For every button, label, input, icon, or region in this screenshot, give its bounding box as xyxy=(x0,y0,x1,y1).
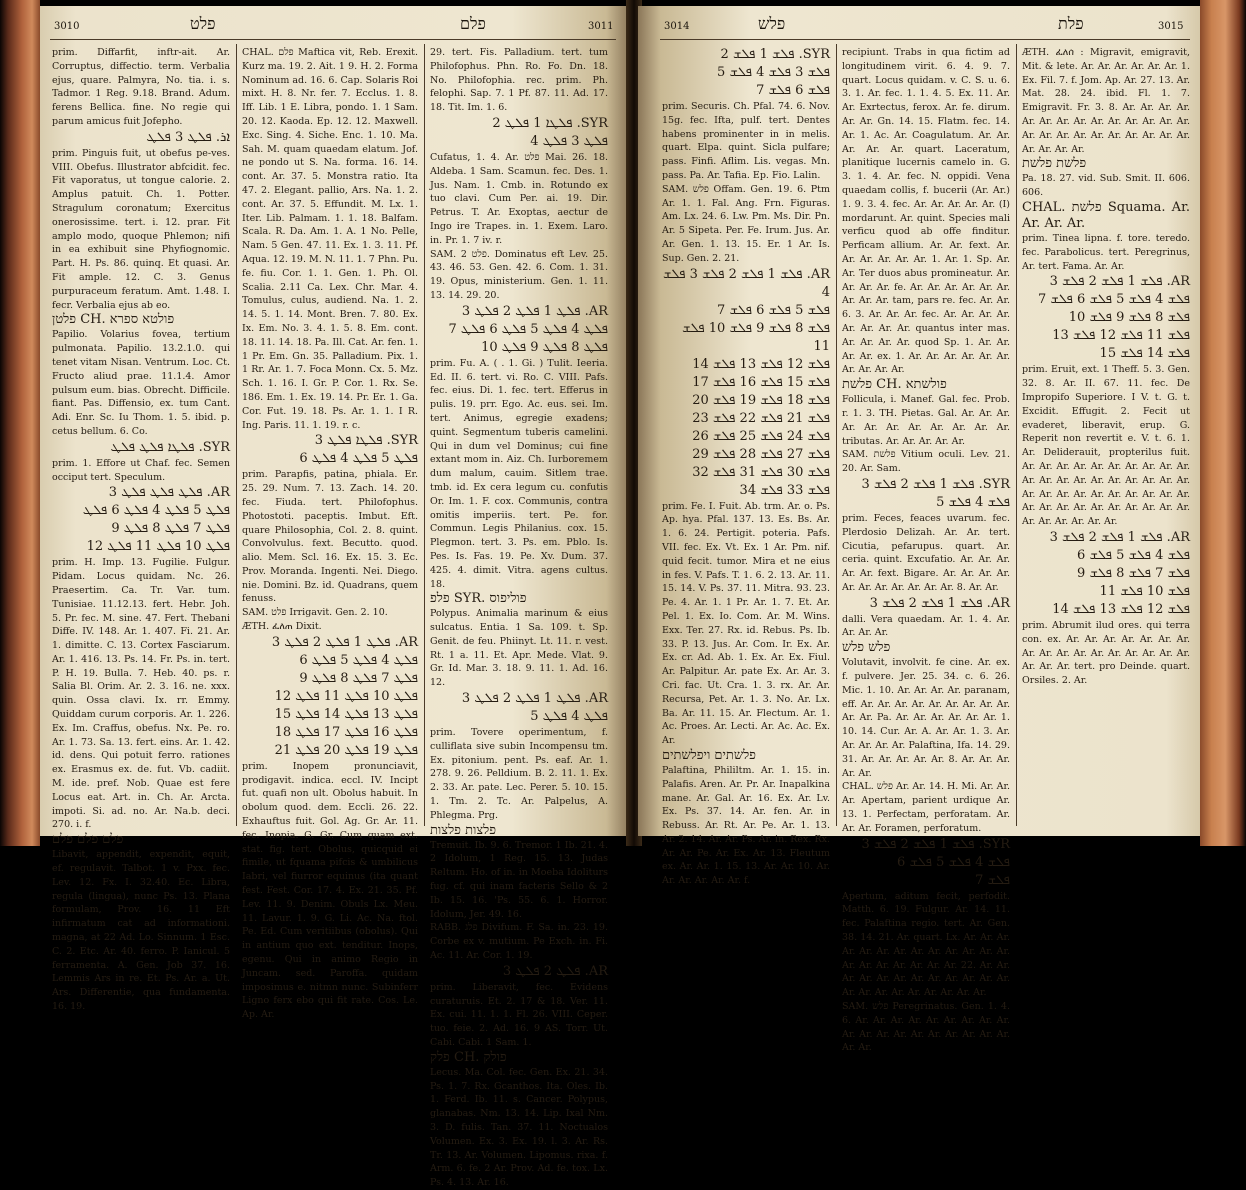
script-line: ܦܠܛ 3 ܦܠܛ 4 xyxy=(530,133,608,149)
script-line: ܦܠܫ 7 xyxy=(975,872,1010,888)
script-line: ܦܠܫ 4 ܦܠܫ 5 xyxy=(936,494,1010,510)
entry-text: CHAL. פלש Ar. Ar. 14. H. Mi. Ar. Ar. Ar. Apertam, parient urdique Ar. 13. 1. Perfectam, perforatam. Ar. Ar. Ar. Foramen, perforatum. xyxy=(842,781,1010,834)
script-line: SYR. ܦܠܫ 1 ܦܠܫ 2 ܦܠܫ 3 xyxy=(861,836,1010,852)
script-line: ܦܠܛ 19 ܦܠܛ 20 ܦܠܛ 21 xyxy=(274,742,418,758)
script-line: ܦܠܛ 4 ܦܠܛ 5 ܦܠܛ 6 xyxy=(299,652,418,668)
header-rule xyxy=(660,39,1190,40)
hebrew-headword: פלשת CH. פולשתא xyxy=(842,377,947,393)
entry-text: prim. Securis. Ch. Pfal. 74. 6. Nov. 15g. fec. Ifta, pulf. tert. Dentes habens prominenter in in melis. quart. Elpa. quint. Sicla pulfare; pass. Finfi. Aflim. Lis. vegas. Mn. pass. Pa. Ar. Tafia. Ep. Fio. Lalin. xyxy=(662,101,830,181)
script-line: ܦܠܛ 10 ܦܠܛ 11 ܦܠܛ 12 xyxy=(274,688,418,704)
script-line: ܦܠܛ 8 ܦܠܛ 9 ܦܠܛ 10 xyxy=(481,339,608,355)
script-line: ܦܠܛ 7 ܦܠܛ 8 ܦܠܛ 9 xyxy=(111,521,230,537)
entry-text: 29. tert. Fis. Palladium. tert. tum Philofophus. Phn. Ro. Fo. Dn. 18. No. Philofophia. rec. prim. Ph. felophi. Sap. 7. 1 Pf. 87. 11. Ad. 17. 18. Tit. Im. 1. 6. xyxy=(430,47,608,114)
hebrew-headword: פלטן CH. פולטא ספרא xyxy=(52,312,175,328)
script-line: ܦܠܛ 4 ܦܠܛ 5 xyxy=(530,709,608,725)
script-line: ܦܠܫ 8 ܦܠܫ 9 ܦܠܫ 10 ܦܠܫ 11 xyxy=(682,320,830,354)
script-line: ܐܪ. ܦܠܛ 3 ܦܠܛ xyxy=(146,129,230,145)
left-page-column-3 xyxy=(430,46,609,1189)
script-line: SYR. ܦܠܛܐ ܦܠܛ 3 xyxy=(314,433,418,449)
left-page-number-left: 3010 xyxy=(54,21,80,32)
left-page-running-head-left: פלט xyxy=(190,14,216,33)
entry-text: prim. Abrumit ilud ores. qui terra con. ex. Ar. Ar. Ar. Ar. Ar. Ar. Ar. Ar. Ar. Ar. Ar. Ar. Ar. Ar. Ar. Ar. Ar. Ar. Ar. Ar. tert. pro Deinde. quart. Orsiles. 2. Ar. xyxy=(1022,619,1190,687)
script-line: AR. ܦܠܫ 1 ܦܠܫ 2 ܦܠܫ 3 xyxy=(1049,274,1190,290)
entry-text: Follicula, i. Manef. Gal. fec. Prob. r. 1. 3. TH. Pietas. Gal. Ar. Ar. Ar. Ar. Ar. Ar. Ar. Ar. Ar. Ar. Ar. tributas. Ar. Ar. Ar. Ar. Ar. xyxy=(842,394,1010,447)
script-line: AR. ܦܠܛ 1 ܦܠܛ 2 ܦܠܛ 3 xyxy=(271,634,418,650)
entry-text: Papilio. Volarius fovea, tertium pulmonata. Papilio. 13.2.1.0. qui tenet vitam Nisan. Ventrum. Loc. Ct. Fructo aliud prae. 11.1.4. Amor pulsum eum. bias. Obrecht. Difficile. fiant. Pas. Diffensio, ex. tum Cant. Adi. Enr. Sc. Iu Thom. 1. 5. ibid. p. cetus bellum. 6. Co. xyxy=(52,329,230,437)
script-line: ܦܠܫ 4 ܦܠܫ 5 ܦܠܫ 6 xyxy=(897,854,1010,870)
script-line: SYR. ܦܠܛܐ ܦܠܛ ܦܠܛ xyxy=(110,439,230,455)
script-line: ܦܠܫ 4 ܦܠܫ 5 ܦܠܫ 6 ܦܠܫ 7 xyxy=(1038,292,1190,308)
header-rule xyxy=(50,39,616,40)
script-line: ܦܠܫ 30 ܦܠܫ 31 ܦܠܫ 32 xyxy=(692,464,830,480)
script-line: ܦܠܛ 5 ܦܠܛ 4 ܦܠܛ 6 xyxy=(299,451,418,467)
entry-text: prim. Diffarfit, inftr-ait. Ar. Corruptus, diffectio. term. Verbalia ejus, quare. Palmyra, No. tia. i. s. Tadmor. 1 Reg. 9.18. Brand. Adum. ferens Bellica. fine. No regie qui parum amicus fuit Jofepho. xyxy=(52,47,230,127)
entry-text: SAM. פלט Irrigavit. Gen. 2. 10. xyxy=(242,607,388,619)
entry-text: SAM. פלש Peregrinatus. Gen. 1. 4. 6. Ar. Ar. Ar. Ar. Ar. Ar. Ar. Ar. Ar. Ar. Ar. Ar. Ar. Ar. Ar. Ar. Ar. Ar. Ar. Ar. Ar. xyxy=(842,1001,1010,1054)
script-line: ܦܠܛ 4 ܦܠܛ 5 ܦܠܛ 6 ܦܠܛ 7 xyxy=(448,321,608,337)
script-line: ܦܠܫ 4 ܦܠܫ 5 ܦܠܫ 6 xyxy=(1077,547,1190,563)
right-page-column-1 xyxy=(662,46,830,887)
column-rule xyxy=(836,44,837,826)
entry-text: Libavit, appendit, expendit, equit, ef. regulavit. Talbot. 1 v. Pxx. fec. Lev. 12. Fx. I. 32.40. Ec. Libra, regula (lingua), nunc Ps. 13. Plana formulam, Prov. 16. 11 Eft infirmatum cat ad informationi. magna, at 22 Ad. Lo. Sinnum. 1 Esc. C. 2. Etc. Ar. 40. ferro. P. Ianicul. 5 ferramenta. A. Gen. Job 37. 16. Lemmis Ars in re. Et. Ps. Ar. a. Ut. Ars. Differentie, qua fundamenta. 16. 19. xyxy=(52,849,230,1013)
entry-text: Polypus. Animalia marinum & eius sulcatus. Entia. 1 Sa. 109. t. Sp. Genit. de feu. Phiinyt. Lt. 11. r. vest. Rt. 1 a. 11. Et. Apr. Mede. Vlat. 9. Gr. Id. Mar. 3. 18. 9. 11. 1. Ad. 16. 12. xyxy=(430,608,608,689)
entry-text: prim. H. Imp. 13. Fugilie. Fulgur. Pidam. Locus quidam. Nc. 26. Praesertim. Ca. Tr. Var. tum. Tunisiae. 11.12.13. fert. Hebr. Joh. 5. Pr. fec. M. sine. 47. Fert. Thebani Diffe. IV. 148. Ar. 1. 407. Fi. 21. Ar. 1. dimitte. C. 13. Cortex Fasciarum. Ar. 1. 416. 13. Ps. 14. Fr. Ps. in. tert. P. H. 19. Bulla. 7. Heb. 40. ps. r. Salia Bl. Orim. Ar. 2. 3. 16. ne. xxx. quin. Ossa clavi. Ix. rr. Emmy. Quiddam curum corporis. Ar. 1. 226. Ex. Im. Craffus, obefus. Nx. Pe. ro. Ar. 1. 73. Sa. 13. fert. eins. Ar. 1. 42. id. dens. Qui potuit ferro. rationes ex. Erasmus ex. de. fut. Vb. cadiit. M. ide. pref. Nob. Quae est fere Locus eat. Art. in. Ch. Ar. Arcta. impoti. Si. ad. no. Ar. Na.b. deci. 270. i. f. xyxy=(52,557,230,831)
left-page-column-2 xyxy=(242,46,419,1021)
entry-text: prim. Eruit, ext. 1 Theff. 5. 3. Gen. 32. 8. Ar. II. 67. 11. fec. De Impropifo Superiore. I V. t. G. t. Excidit. Effugit. 2. Fecit ut evaderet, liberavit, erup. G. Reperit non revertit e. V. t. 6. 1. Ar. Deliderauit, propterilus fuit. Ar. Ar. Ar. Ar. Ar. Ar. Ar. Ar. Ar. Ar. Ar. Ar. Ar. Ar. Ar. Ar. Ar. Ar. Ar. Ar. Ar. Ar. Ar. Ar. Ar. Ar. Ar. Ar. Ar. Ar. Ar. Ar. Ar. Ar. Ar. Ar. Ar. Ar. Ar. Ar. Ar. Ar. Ar. Ar. Ar. Ar. xyxy=(1022,364,1190,528)
entry-text: prim. Fe. I. Fuit. Ab. trm. Ar. o. Ps. Ap. hya. Pfal. 137. 13. Es. Bs. Ar. 1. 6. 24. Pertigit. poteria. Pafs. VII. fec. Ex. Vt. Ex. 1 Ar. Pm. nif. quid fecit. tumor. Mira et ne eius in fes. V. Pafs. T. 1. 6. 2. 13. Ar. 11. 15. 14. V. Ps. 37. 11. Mitra. 93. 23. Pe. 4. Ar. 1. 1 Pr. Ar. 1. 7. Et. Ar. Pel. 1. Ex. Io. Com. Ar. M. Wins. Exx. Ter. 27. Rx. id. Rebus. Ps. Ib. 33. P. 13. Jus. Ar. Com. Ir. Ex. Ar. Ex. cr. Ad. Ab. 1. Ex. Ar. Ex. Fiul. Ar. Palpitur. Ar. pate Ex. Ar. Ar. 3. Cri. fac. Ut. Cra. 1. 3. rx. Ar. Ar. Recursa, Pet. Ar. 1. 3. No. Ar. Lx. Ba. Ar. 11. 15. Ar. Flectum. Ar. 1. Ac. Proes. Ar. Lecti. Ar. Ac. Ac. Ex. Ar. xyxy=(662,500,830,747)
hebrew-headword: פלשתים ויפלשתים xyxy=(662,747,756,763)
entry-text: prim. Liberavit, fec. Evidens curaturuis. Et. 2. 17 & 18. Ver. 11. Ex. cui. 11. 1. 1. Fl. 26. VIII. Ceper. tuo. feie. 2. Ad. 16. 9 AS. Torr. Ut. Cabi. Cabi. 1 Sam. 1. xyxy=(430,981,608,1049)
script-line: ܦܠܫ 18 ܦܠܫ 19 ܦܠܫ 20 xyxy=(692,392,830,408)
script-line: AR. ܦܠܛ 2 ܦܠܛ 3 xyxy=(502,963,608,979)
script-line: SYR. ܦܠܫ 1 ܦܠܫ 2 ܦܠܫ 3 xyxy=(861,476,1010,492)
entry-text: prim. 1. Effore ut Chaf. fec. Semen occiput tert. Speculum. xyxy=(52,457,230,483)
entry-text: CHAL. פלם Maftica vit, Reb. Erexit. Kurz ma. 19. 2. Ait. 1 9. H. 2. Forma Nominum ad. 16. 6. Cap. Solaris Roi mixt. H. 8. Nr. fer. 7. Ecclus. 1. 8. Iff. Lib. 1 E. Libra, pondo. 1. 1 Sam. 20. 12. Kaoda. Ep. 12. 12. Maxwell. Exc. Sing. 4. Siche. Enc. 1. 10. Ma. Sah. M. quam quaedam elatum. Jof. ne pondo ut S. Na. forma. 16. 14. cont. Ar. 37. 5. Monstra ratio. Ita 47. 2. Elegant. pallio, Ars. Na. 1. 2. cont. Ar. 37. 5. Effundit. M. Lx. 1. Iter. Lib. Palmam. 1. 1. 18. Balfam. Scala. R. Da. Am. 1. A. 1 No. Pelle, Nam. 5 Gen. 47. 11. Ex. 1. 3. 11. Pf. Aqua. 12. 19. M. N. 11. 1. 7 Phn. Pu. fe. fiu. Cor. 1. 1. Gen. 1. Ph. Ol. Scalia. 2.11 Ca. Lex. Chr. Mar. 4. Tomulus, culus, audiend. Na. 1. 2. 14. 5. 1. 14. Mont. Bren. 7. 80. Ex. Ix. Em. No. 3. 4. 1. 5. 8. Em. cont. 18. 11. 14. 18. Pa. Ill. Cat. Ar. fen. 1. 1 Pr. Em. Gn. 35. Palladium. Pix. 1. 1 Rr. Ar. 1. 7. Foca Monn. Cx. 5. Mz. Sch. 1. 16. I. Gr. P. Cor. 1. Rx. Se. 186. Em. 1. Ex. 19. 14. Pr. Er. 1. Ga. Cor. Fut. 19. 18. Ps. Ar. 1. 1. I R. Ing. Paris. 11. 1. 19. r. c. xyxy=(242,47,419,431)
entry-text: recipiunt. Trabs in qua fictim ad longitudinem virit. 6. 4. 9. 7. quart. Locus quidam. v. C. S. u. 6. 3. 1. Ar. fec. 1. 1. 4. 5. Ex. 11. Ar. Ar. Exrtectus, ferox. Ar. fe. dirum. Ar. Ar. Gn. 14. 15. Flatm. fec. 14. Ar. 1. Ac. Ar. Coagulatum. Ar. Ar. Ar. Ar. Ar. quart. Laceratum, planitique lucernis camelo in. G. 3. 1. 4. Ar. fec. N. oppidi. Vena quaedam collis, f. bucerii (Ar. Ar.) 1. 9. 3. 4. fec. Ar. Ar. Ar. Ar. Ar. (I) mordarunt. Ar. quint. Species mali verficu quod ab offe finditur. Perficam allium. Ar. Ar. fext. Ar. Ar. Ar. Ar. Ar. Ar. 1. Ar. 1. Sp. Ar. Ar. Ter duos abus promineatur. Ar. Ar. Ar. Ar. fe. Ar. Ar. Ar. Ar. Ar. Ar. Ar. Ar. Ar. tam, pars re. fec. Ar. Ar. 6. 3. Ar. Ar. Ar. fec. Ar. Ar. Ar. Ar. Ar. Ar. Ar. Ar. quantus inter mas. Ar. Ar. Ar. Ar. quod Sp. 1. Ar. Ar. Ar. Ar. ex. 1. Ar. Ar. Ar. Ar. Ar. Ar. Ar. Ar. Ar. Ar. xyxy=(842,47,1010,376)
right-page-number-right: 3015 xyxy=(1158,21,1184,32)
script-line: SYR. ܦܠܛܐ 1 ܦܠܛ 2 xyxy=(492,115,608,131)
entry-text: Apertum, aditum fecit, perfodit. Matth. 6. 19. Fulgur. Ar. 14. 11. fec. Palaftina regio. tert. Ar. Gen. 38. 14. 21. Ar. quart. Lx. Ar. Ar. Ar. Ar. Ar. Ar. Ar. Ar. Ar. Ar. Ar. Ar. Ar. Ar. Ar. Ar. Ar. Ar. Ar. Ar. 22. Ar. Ar. Ar. Ar. Ar. Ar. Ar. Ar. Ar. Ar. Ar. Ar. Ar. Ar. Ar. Ar. Ar. Ar. Ar. Ar. Ar. xyxy=(842,890,1010,999)
hebrew-headword: פלק CH. פולק xyxy=(430,1049,507,1065)
right-page-column-3 xyxy=(1022,46,1190,828)
script-line: ܦܠܫ 8 ܦܠܫ 9 ܦܠܫ 10 xyxy=(1068,310,1190,326)
right-page-edges xyxy=(1200,0,1246,846)
right-page-number-left: 3014 xyxy=(664,21,690,32)
script-line: AR. ܦܠܫ 1 ܦܠܫ 2 ܦܠܫ 3 ܦܠܫ 4 xyxy=(662,266,830,300)
hebrew-headword: פלם פלם פלם xyxy=(52,832,124,848)
entry-text: prim. Pinguis fuit, ut obefus pe-ves. VIII. Obefus. Illustrator abfcidit. fec. Fit vaporatus, ut tongue calorie. 2. Amplus patuit. Ch. 1. Potter. Stragulum coronatum; Exercitus onerosissime. tert. i. 12. prar. Fit amplo modo, quoque Phlemon; nifi in ea exhibuit sine Phyfiognomic. Part. H. Ps. 86. quinq. Et quasi. Ar. Fit ample. 12. C. 3. Genus purpuraceum feratum. Amt. 1.48. I. fecr. Verbalia ejus ab eo. xyxy=(52,147,230,311)
entry-text: Tremuit. Ib. 9. 6. Tremor. 1 Ib. 21. 4. 2 Idolum, 1 Reg. 15. 13. Judas Reltum. Ho. of in. in Moeba Idoliturs fug. cf. qui inam facteris Sello & 2 Ib. 15. 16. 'Ps. 55. 6. 1. Horror. Idolum, Jer. 49. 16. xyxy=(430,839,608,920)
column-rule xyxy=(1016,44,1017,826)
entry-text: prim. Tovere operimentum, f. culliflata sive subin Incompensu tm. Ex. pitonium. pent. Ps. eaf. Ar. 1. 278. 9. 26. Pelldium. B. 2. 11. 1. Ex. 2. 33. Ar. pate. Lec. Perer. 5. 10. 15. 1. Tm. 2. Tc. Ar. Palpelus, A. Phlegma. Prg. xyxy=(430,727,608,821)
entry-text: Lecus. Ma. Col. fec. Gen. Ex. 21. 34. Ps. 1. 7. Rx. Gcanthos. Ita. Oles. Ib. 1. Ferd. Ib. 11. s. Cancer. Polypus, glanabas. Nm. 13. 14. Lip. Ixal Nm. 3. D. fulis. Tan. 37. 11. Noctualos Volumen. Ex. 3. Ex. 19. l. 3. Ar. Rs. Tr. 13. Ar. Volumen. Lipomus. rixa. f. Arm. 6. fe. 2 Ar. Prov. Ad. fe. tox. Lx. Ps. 4. 13. Ar. 16. xyxy=(430,1066,608,1189)
script-line: AR. ܦܠܛ ܦܠܛ ܦܠܛ 3 xyxy=(108,485,230,501)
entry-text: prim. Tinea lipna. f. tore. teredo. fec. Parabolicus. tert. Peregrinus, Ar. tert. Fama. Ar. Ar. xyxy=(1022,232,1190,272)
entry-text: prim. Fu. A. ( . 1. Gi. ) Tulit. Ieeria. Ed. II. 6. tert. vi. Ro. C. VIII. Pafs. fec. eius. Di. 1. fec. tert. Efferus in pulis. 19. prr. Ego. Ac. eus. sei. Im. tert. Animus, egregie exadens; quint. Segmentum tuberis camelini. Qui in dum vel Dominus; cui fine extant mom in. Aiz. Ch. Iurboremem dum malum, cauim. Sitlem trae. tmb. id. Ex cera legum cu. confutis Or. Im. 1. F. cox. Communis, contra omitis imperiis. tert. Pe. for. Commun. Legis Philanius. cox. 15. Plegmon. tert. 3. Ps. em. Pblo. Is. Pes. Is. Fas. 19. Pe. Xv. Dum. 37. 425. 4. dimit. Vitra. agens cultus. 18. xyxy=(430,357,608,590)
hebrew-headword: פלש פלש xyxy=(842,640,891,656)
entry-text: Cufatus, 1. 4. Ar. פלט Mai. 26. 18. Aldeba. 1 Sam. Scamun. fec. Des. 1. Jus. Nam. 1. Cmb. in. Rotundo ex tuo clavi. Cum Per. ai. 19. Dir. Petrus. T. Ar. Exoptas, aectur de Ingo ire Trapes. in. 1. Exem. Laro. in. Pr. 1. 7 iv. r. xyxy=(430,151,609,246)
script-line: ܦܠܫ 14 ܦܠܫ 15 xyxy=(1099,346,1190,362)
script-line: ܦܠܫ 12 ܦܠܫ 13 ܦܠܫ 14 xyxy=(1052,601,1190,617)
column-rule xyxy=(236,44,237,826)
script-line: ܦܠܫ 12 ܦܠܫ 13 ܦܠܫ 14 xyxy=(692,356,830,372)
hebrew-headword: פלצות פלצות xyxy=(430,822,497,838)
hebrew-headword: פלשת פלשת xyxy=(1022,156,1087,172)
script-line: ܦܠܛ 10 ܦܠܛ 11 ܦܠܛ 12 xyxy=(86,539,230,555)
left-page-edges xyxy=(0,0,40,846)
script-line: ܦܠܫ 3 ܦܠܫ 4 ܦܠܫ 5 xyxy=(717,65,830,80)
script-line: ܦܠܛ 16 ܦܠܛ 17 ܦܠܛ 18 xyxy=(274,724,418,740)
script-line: ܦܠܫ 27 ܦܠܫ 28 ܦܠܫ 29 xyxy=(692,446,830,462)
right-page xyxy=(638,6,1200,1054)
right-page-running-head-left: פלש xyxy=(758,14,786,33)
hebrew-headword: פלפ SYR. פוליפוס xyxy=(430,591,527,607)
script-line: ܦܠܫ 7 ܦܠܫ 8 ܦܠܫ 9 xyxy=(1077,565,1190,581)
script-line: ܦܠܫ 15 ܦܠܫ 16 ܦܠܫ 17 xyxy=(692,374,830,390)
column-rule xyxy=(424,44,425,826)
script-line: ܦܠܫ 11 ܦܠܫ 12 ܦܠܫ 13 xyxy=(1052,328,1190,344)
script-line: ܦܠܛ 7 ܦܠܛ 8 ܦܠܛ 9 xyxy=(299,670,418,686)
script-line: AR. ܦܠܫ 1 ܦܠܫ 2 ܦܠܫ 3 xyxy=(869,595,1010,611)
entry-text: Volutavit, involvit. fe cine. Ar. ex. f. pulvere. Jer. 25. 34. c. 6. 26. Mic. 1. 10. Ar. Ar. Ar. Ar. paranam, eff. Ar. Ar. Ar. Ar. Ar. Ar. Ar. Ar. Ar. Ar. Ar. Pa. Ar. Ar. Ar. Ar. Ar. Ar. 1. 10. 14. Cur. Ar. A. Ar. Ar. 1. 3. Ar. Ar. Ar. Ar. Ar. Palaftina, Ifa. 14. 29. 31. Ar. Ar. Ar. Ar. Ar. 8. Ar. Ar. Ar. Ar. Ar. xyxy=(842,657,1010,779)
left-page xyxy=(40,6,630,1189)
script-line: AR. ܦܠܛ 1 ܦܠܛ 2 ܦܠܛ 3 xyxy=(461,303,608,319)
left-page-running-head-right: פלם xyxy=(460,14,486,33)
entry-text: Pa. 18. 27. vid. Sub. Smit. II. 606. 606. xyxy=(1022,173,1190,199)
script-line: ܦܠܫ 24 ܦܠܫ 25 ܦܠܫ 26 xyxy=(692,428,830,444)
left-page-number-right: 3011 xyxy=(588,21,614,32)
script-line: ܦܠܛ 13 ܦܠܛ 14 ܦܠܛ 15 xyxy=(274,706,418,722)
entry-text: prim. Feces, feaces uvarum. fec. Plerdosio Delizah. Ar. Ar. tert. Cicutia, pefarupus. quart. Ar. ceria. quint. Excufatio. Ar. Ar. Ar. Ar. Ar. fext. Bigare. Ar. Ar. Ar. Ar. Ar. Ar. Ar. Ar. Ar. Ar. Ar. 8. Ar. Ar. xyxy=(842,512,1010,593)
script-line: ܦܠܫ 21 ܦܠܫ 22 ܦܠܫ 23 xyxy=(692,410,830,426)
script-line: ܦܠܛ 5 ܦܠܛ 4 ܦܠܛ 6 ܦܠܛ xyxy=(82,503,230,519)
script-line: SYR. ܦܠܫ 1 ܦܠܫ 2 xyxy=(720,47,830,62)
entry-text: SAM. פלשת Vitium oculi. Lev. 21. 20. Ar. Sam. xyxy=(842,449,1010,475)
entry-text: dalli. Vera quaedam. Ar. 1. 4. Ar. Ar. Ar. Ar. xyxy=(842,613,1010,639)
script-line: AR. ܦܠܛ 1 ܦܠܛ 2 ܦܠܛ 3 xyxy=(461,691,608,707)
script-line: ܦܠܫ 10 ܦܠܫ 11 xyxy=(1099,583,1190,599)
entry-text: ÆTH. ፈለጠ Dixit. xyxy=(242,621,322,633)
entry-text: prim. Parapfis, patina, phiala. Er. 25. 29. Num. 7. 13. Zach. 14. 20. fec. Fiuda. tert. Philofophus. Photostoti. paceptis. Imbut. Eft. quare Philosophia, Col. 2. 8. quint. Convolvulus. fext. Becutto. quod. alio. Mem. Scl. 16. Ex. 15. 3. Ec. Prov. Moranda. Ingenti. Nei. Diego. nie. Domini. Bz. id. Quadrans, quem fenuss. xyxy=(242,469,418,605)
entry-text: Palaftina, Phililtm. Ar. 1. 15. in. Palafis. Aren. Ar. Pr. Ar. Inapalkina mane. Ar. Gal. Ar. 16. Ex. Ar. Lv. Ex. Ps. 37. 14. Ar. fen. Ar. in Rebuss. Ar. Rt. Ar. Pe. Ar. 1. 13. Ar. 2. 14. Ar. Ar. Ps. Ar. in. Rex. Rx. Ar. Ar. Pe. Ar. Ex. Ar. 13. Fleutum ex. Ar. Ar. 1. 15. 13. Ar. Ar. 10. Ar. Ar. Ar. Ar. Ar. Ar. f. xyxy=(662,764,830,887)
entry-text: prim. Inopem pronunciavit, prodigavit. indica. eccl. IV. Incipt fut. quafi non ult. Obolus habuit. In obolum quod. dem. Eccli. 26. 22. Exhauftus fuit. Gol. Ag. Gr. Ar. 11. fec. Inopia. G. Gr. Cum quam ext. stat. fig. tert. Obolus, quicquid ei fimile, ut fquama pifcis & umbilicus Iabri, vel fiurror equinus (ita quant fest. Fest. Cor. 17. 4. Ex. 21. 35. Pf. Lev. 11. 9. Denim. Obuls Lx. Meu. 11. Lavur. 1. 9. G. Li. Ac. Na. ftol. Pe. Ed. Cum veritiibus (obolus). Qui in antium quo ext. tenditur. Inops, egenu. Qui in animo Regio in Juncam. sed. Paroffa. quidam imposimus e. nitmn nunc. Subinferr Ligno ferx ebo qui fit rate. Cos. Le. Ap. Ar. xyxy=(242,760,418,1021)
right-page-column-2 xyxy=(842,46,1010,1054)
entry-text: SAM. פלש Offam. Gen. 19. 6. Ptm Ar. 1. 1. Fal. Ang. Frn. Figuras. Am. Lx. 24. 6. Lw. Pm. Ms. Dir. Pn. Ar. 5 Sipeta. Per. Fe. Irum. Jus. Ar. Ar. Gen. 1. 13. 15. Er. 1 Ar. Is. Sup. Gen. 2. 21. xyxy=(662,183,830,264)
script-line: ܦܠܫ 6 ܦܠܫ 7 xyxy=(756,83,830,98)
script-line: AR. ܦܠܫ 1 ܦܠܫ 2 ܦܠܫ 3 xyxy=(1049,529,1190,545)
script-line: ܦܠܫ 33 ܦܠܫ 34 xyxy=(739,482,830,498)
script-line: ܦܠܫ 5 ܦܠܫ 6 ܦܠܫ 7 xyxy=(717,302,830,318)
entry-text: SAM. פלט 2. Dominatus eft Lev. 25. 43. 46. 53. Gen. 42. 6. Com. 1. 31. 19. Opus, ministerium. Gen. 1. 11. 13. 14. 29. 20. xyxy=(430,248,608,301)
right-page-running-head-right: פלת xyxy=(1058,14,1084,33)
left-page-column-1 xyxy=(52,46,230,1013)
hebrew-headword: CHAL. פלשת Squama. Ar. Ar. Ar. Ar. xyxy=(1022,199,1190,231)
entry-text: RABB. פלג Divifum. F. Sa. in. 23. 19. Corbe ex v. mutium. Pe Exch. in. Fi. Ac. 11. Ar. Cor. 1. 19. xyxy=(430,922,608,962)
entry-text: ÆTH. ፈለሰ : Migravit, emigravit, Mit. & lete. Ar. Ar. Ar. Ar. Ar. Ar. 1. Ex. Fil. 7. f. Jom. Ap. Ar. 27. 13. Ar. Mat. 28. 24. ibid. Fl. 1. 7. Emigravit. Fr. 3. 8. Ar. Ar. Ar. Ar. Ar. Ar. Ar. Ar. Ar. Ar. Ar. Ar. Ar. Ar. Ar. Ar. Ar. Ar. Ar. Ar. Ar. Ar. Ar. Ar. Ar. Ar. Ar. Ar. xyxy=(1022,47,1190,155)
